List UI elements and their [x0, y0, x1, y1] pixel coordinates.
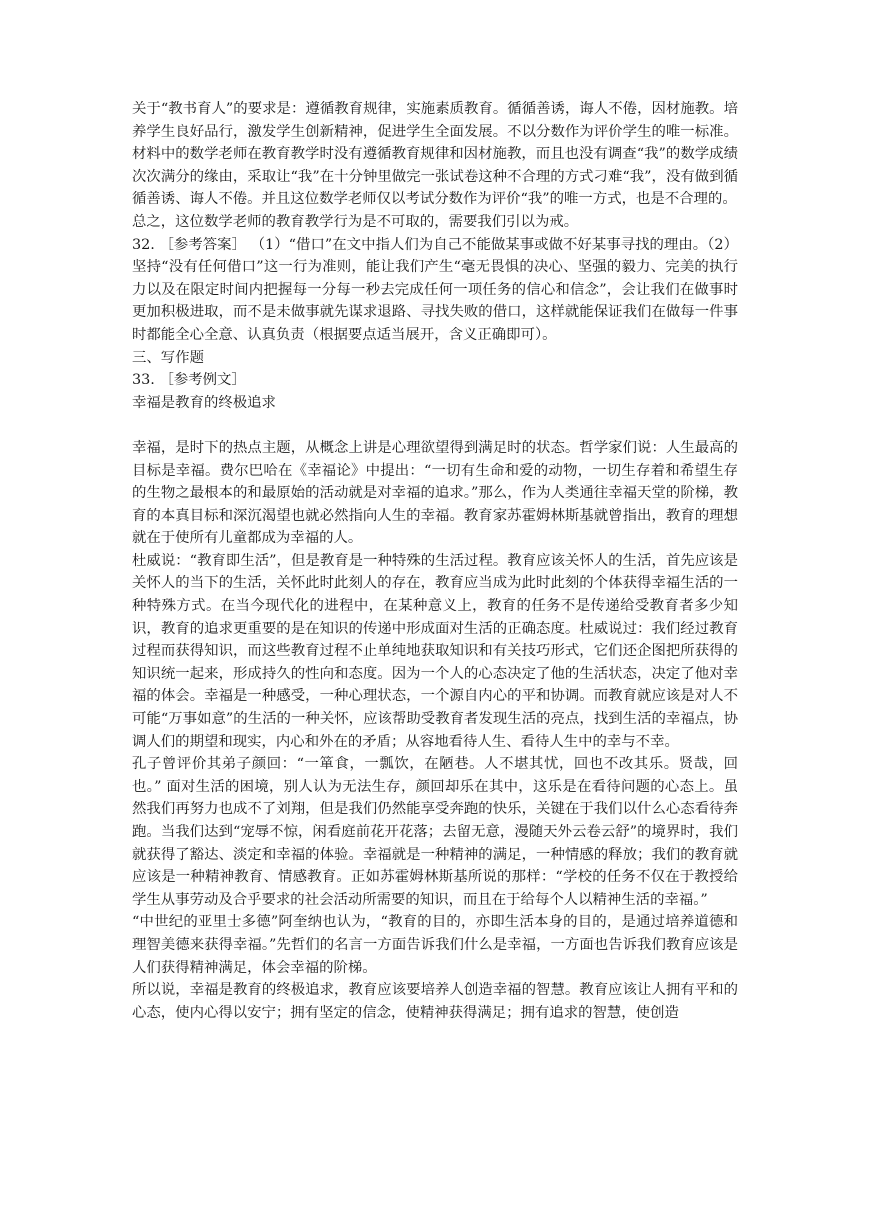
question-33-label: 33. ［参考例文］ [132, 372, 246, 389]
document-page [132, 98, 738, 1024]
essay-paragraph-1: 幸福，是时下的热点主题，从概念上讲是心理欲望得到满足时的状态。哲学家们说：人生最高的目标是幸福。费尔巴哈在《幸福论》中提出：“一切有生命和爱的动物，一切生存着和希望生存的生物之最根本的和最原始的活动就是对幸福的追求。”那么，作为人类通往幸福天堂的阶梯，教育的本真目标和深沉渴望也就必然指向人生的幸福。教育家苏霍姆林斯基就曾指出，教育的理想就在于使所有儿童都成为幸福的人。 [132, 439, 738, 547]
answer-analysis-paragraph: 关于“教书育人”的要求是：遵循教育规律，实施素质教育。循循善诱，诲人不倦，因材施教。培养学生良好品行，激发学生创新精神，促进学生全面发展。不以分数作为评价学生的唯一标准。材料中的数学老师在教育教学时没有遵循教育规律和因材施教，而且也没有调查“我”的数学成绩次次满分的缘由，采取让“我”在十分钟里做完一张试卷这种不合理的方式刁难“我”，没有做到循循善诱、诲人不倦。并且这位数学老师仅以考试分数作为评价“我”的唯一方式，也是不合理的。 [132, 101, 738, 208]
question-32-answer: 32. ［参考答案］ （1）“借口”在文中指人们为自己不能做某事或做不好某事寻找的理由。（2）坚持“没有任何借口”这一行为准则，能让我们产生“毫无畏惧的决心、坚强的毅力、完美的执行力以及在限定时间内把握每一分每一秒去完成任何一项任务的信心和信念”，会让我们在做事时更加积极进取，而不是未做事就先谋求退路、寻找失败的借口，这样就能保证我们在做每一件事时都能全心全意、认真负责（根据要点适当展开，含义正确即可）。 [132, 236, 738, 343]
blank-line [132, 414, 738, 437]
essay-paragraph-4: “中世纪的亚里士多德”阿奎纳也认为，“教育的目的，亦即生活本身的目的，是通过培养道德和理智美德来获得幸福。”先哲们的名言一方面告诉我们什么是幸福，一方面也告诉我们教育应该是人们获得精神满足，体会幸福的阶梯。 [132, 914, 738, 976]
essay-paragraph-5: 所以说，幸福是教育的终极追求，教育应该要培养人创造幸福的智慧。教育应该让人拥有平和的心态，使内心得以安宁；拥有坚定的信念，使精神获得满足；拥有追求的智慧，使创造 [132, 982, 738, 1021]
essay-title: 幸福是教育的终极追求 [132, 394, 276, 411]
essay-paragraph-3: 孔子曾评价其弟子颜回：“一箪食，一瓢饮，在陋巷。人不堪其忧，回也不改其乐。贤哉，回也。” 面对生活的困境，别人认为无法生存，颜回却乐在其中，这乐是在看待问题的心态上。虽然我们再努力也成不了刘翔，但是我们仍然能享受奔跑的快乐，关键在于我们以什么心态看待奔跑。当我们达到“宠辱不惊，闲看庭前花开花落；去留无意，漫随天外云卷云舒”的境界时，我们就获得了豁达、淡定和幸福的体验。幸福就是一种精神的满足，一种情感的释放；我们的教育就应该是一种精神教育、情感教育。正如苏霍姆林斯基所说的那样：“学校的任务不仅在于教授给学生从事劳动及合乎要求的社会活动所需要的知识，而且在于给每个人以精神生活的幸福。” [132, 756, 738, 908]
conclusion-paragraph: 总之，这位数学老师的教育教学行为是不可取的，需要我们引以为戒。 [132, 213, 579, 230]
section-heading-writing: 三、写作题 [132, 349, 204, 366]
essay-paragraph-2: 杜威说：“教育即生活”，但是教育是一种特殊的生活过程。教育应该关怀人的生活，首先应该是关怀人的当下的生活，关怀此时此刻人的存在，教育应当成为此时此刻的个体获得幸福生活的一种特殊方式。在当今现代化的进程中，在某种意义上，教育的任务不是传递给受教育者多少知识，教育的追求更重要的是在知识的传递中形成面对生活的正确态度。杜威说过：我们经过教育过程而获得知识，而这些教育过程不止单纯地获取知识和有关技巧形式，它们还企图把所获得的知识统一起来，形成持久的性向和态度。因为一个人的心态决定了他的生活状态，决定了他对幸福的体会。幸福是一种感受，一种心理状态，一个源自内心的平和协调。而教育就应该是对人不可能“万事如意”的生活的一种关怀，应该帮助受教育者发现生活的亮点，找到生活的幸福点，协调人们的期望和现实，内心和外在的矛盾；从容地看待人生、看待人生中的幸与不幸。 [132, 552, 738, 750]
